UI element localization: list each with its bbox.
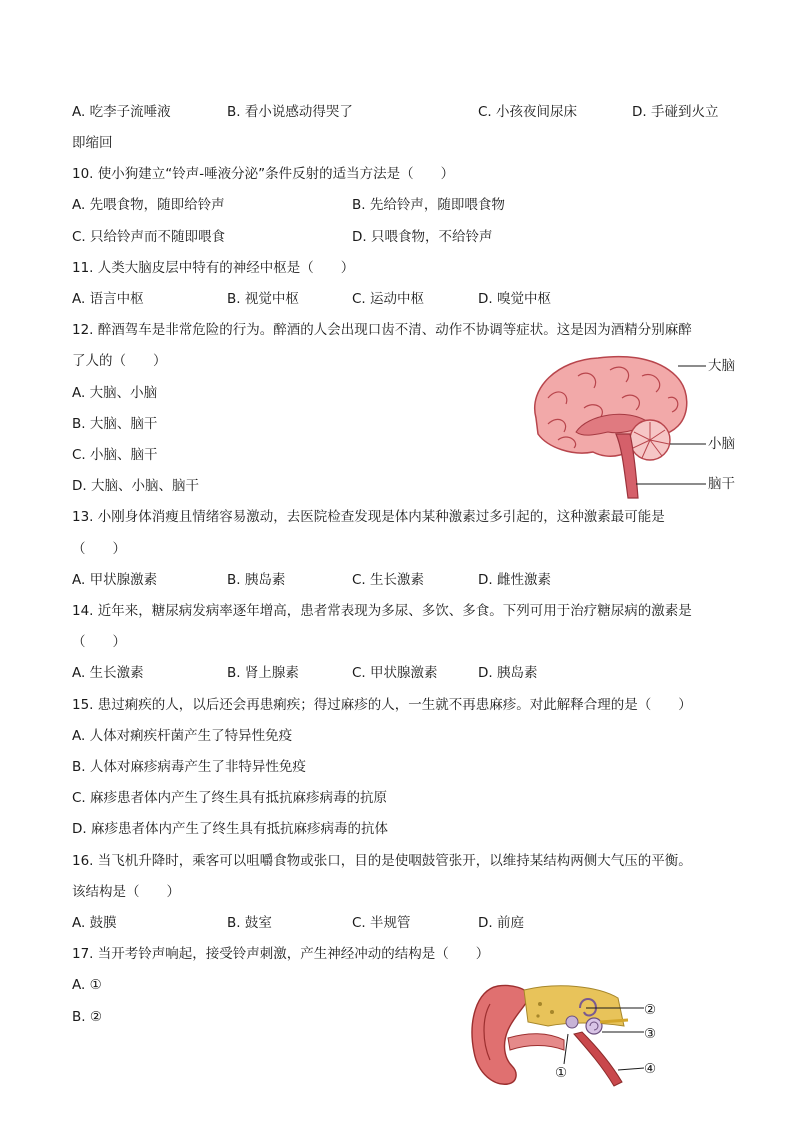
q10-option-a: A. 先喂食物，随即给铃声	[72, 197, 225, 213]
q14-option-c: C. 甲状腺激素	[352, 665, 438, 681]
q14-option-b: B. 肾上腺素	[227, 665, 299, 681]
q13-option-a: A. 甲状腺激素	[72, 572, 158, 588]
q14-option-a: A. 生长激素	[72, 665, 144, 681]
q11-option-d: D. 嗅觉中枢	[478, 291, 551, 307]
q15-option-a: A. 人体对痢疾杆菌产生了特异性免疫	[72, 728, 293, 744]
q16-option-c: C. 半规管	[352, 915, 411, 931]
q9-option-a: A. 吃李子流唾液	[72, 104, 171, 120]
q10-option-b: B. 先给铃声，随即喂食物	[352, 197, 505, 213]
q9-option-b: B. 看小说感动得哭了	[227, 104, 353, 120]
q10-option-d: D. 只喂食物，不给铃声	[352, 229, 493, 245]
q11-option-c: C. 运动中枢	[352, 291, 425, 307]
q13-stem-line1: 13. 小刚身体消瘦且情绪容易激动，去医院检查发现是体内某种激素过多引起的，这种激素最可能是	[72, 509, 665, 525]
q16-option-d: D. 前庭	[478, 915, 524, 931]
brain-label-cerebrum: 大脑	[708, 358, 735, 374]
q13-option-d: D. 雌性激素	[478, 572, 551, 588]
q15-stem: 15. 患过痢疾的人，以后还会再患痢疾；得过麻疹的人，一生就不再患麻疹。对此解释合理的是（ ）	[72, 697, 692, 713]
q14-option-d: D. 胰岛素	[478, 665, 538, 681]
q13-option-c: C. 生长激素	[352, 572, 425, 588]
q16-stem-line1: 16. 当飞机升降时，乘客可以咀嚼食物或张口，目的是使咽鼓管张开，以维持某结构两侧大气压的平衡。	[72, 853, 692, 869]
q16-stem-line2: 该结构是（ ）	[72, 884, 180, 900]
ear-diagram	[468, 982, 668, 1088]
q15-option-d: D. 麻疹患者体内产生了终生具有抵抗麻疹病毒的抗体	[72, 821, 388, 837]
q17-option-b: B. ②	[72, 1009, 102, 1025]
brain-label-cerebellum: 小脑	[708, 436, 735, 452]
q11-stem: 11. 人类大脑皮层中特有的神经中枢是（ ）	[72, 260, 355, 276]
q10-stem: 10. 使小狗建立“铃声-唾液分泌”条件反射的适当方法是（ ）	[72, 166, 455, 182]
q16-option-a: A. 鼓膜	[72, 915, 117, 931]
q17-option-a: A. ①	[72, 977, 102, 993]
q11-option-a: A. 语言中枢	[72, 291, 144, 307]
q9-option-c: C. 小孩夜间尿床	[478, 104, 578, 120]
q15-option-c: C. 麻疹患者体内产生了终生具有抵抗麻疹病毒的抗原	[72, 790, 388, 806]
q14-stem-line2: （ ）	[72, 634, 126, 650]
q10-option-c: C. 只给铃声而不随即喂食	[72, 229, 226, 245]
q17-stem: 17. 当开考铃声响起，接受铃声刺激，产生神经冲动的结构是（ ）	[72, 946, 490, 962]
q16-option-b: B. 鼓室	[227, 915, 272, 931]
ear-label-3: ③	[644, 1026, 657, 1042]
q13-option-b: B. 胰岛素	[227, 572, 286, 588]
q9-option-d: D. 手碰到火立	[632, 104, 719, 120]
q12-option-a: A. 大脑、小脑	[72, 385, 158, 401]
q15-option-b: B. 人体对麻疹病毒产生了非特异性免疫	[72, 759, 306, 775]
q11-option-b: B. 视觉中枢	[227, 291, 299, 307]
ear-label-2: ②	[644, 1002, 657, 1018]
q13-stem-line2: （ ）	[72, 541, 126, 557]
q12-stem-line1: 12. 醉酒驾车是非常危险的行为。醉酒的人会出现口齿不清、动作不协调等症状。这是因为酒精分别麻醉	[72, 322, 692, 338]
brain-label-brainstem: 脑干	[708, 476, 735, 492]
q12-option-d: D. 大脑、小脑、脑干	[72, 478, 199, 494]
q9-option-d-continuation: 即缩回	[72, 135, 113, 151]
q12-option-c: C. 小脑、脑干	[72, 447, 158, 463]
q12-stem-line2: 了人的（ ）	[72, 353, 167, 369]
q12-option-b: B. 大脑、脑干	[72, 416, 158, 432]
ear-label-1: ①	[555, 1065, 568, 1081]
ear-label-4: ④	[644, 1061, 657, 1077]
q14-stem-line1: 14. 近年来，糖尿病发病率逐年增高，患者常表现为多尿、多饮、多食。下列可用于治疗糖尿病的激素是	[72, 603, 692, 619]
